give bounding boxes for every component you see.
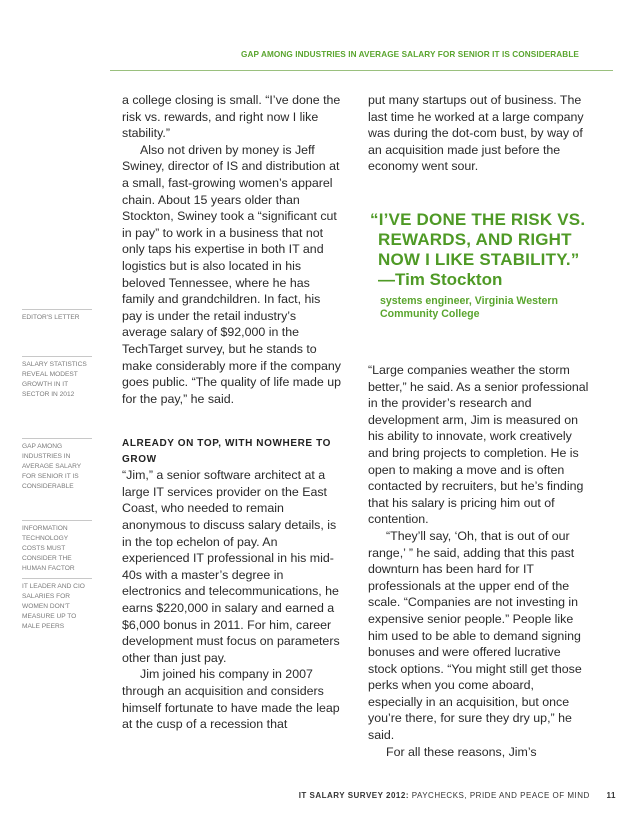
- article-paragraph: Also not driven by money is Jeff Swiney, director of IS and distribution at a small, fast-growing women’s apparel chain. About 15 years older than Stockton, Swiney took a “significant cut in pay” to work in a business that not only taps his expertise in both IT and logistics but is also located in his beloved Tennessee, where he has family and grandchildren. In fact, his pay is under the retail industry’s average salary of $92,000 in the TechTarget survey, but he stands to make considerably more if the company goes public. “The quality of life made up for the pay,” he said.: [122, 142, 342, 406]
- section-subhead: ALREADY ON TOP, WITH NOWHERE TO GROW: [122, 438, 331, 465]
- article-column-2: [368, 92, 590, 175]
- pull-quote-attribution: —Tim Stockton: [378, 270, 503, 289]
- header-rule: [110, 70, 613, 71]
- article-paragraph: “They’ll say, ‘Oh, that is out of our range,’ ” he said, adding that this past downturn has been hard for IT professionals at the upper end of the scale. “Companies are not investing in expensive senior people.” People like him used to be able to demand signing bonuses and were offered lucrative stock options. “You might still get those perks when you come aboard, especially in an acquisition, but once you’re there, for sure they dry up,” he said.: [368, 528, 582, 743]
- article-paragraph: “Jim,” a senior software architect at a large IT services provider on the East Coast, who needed to remain anonymous to discuss salary details, is in the top echelon of pay. An experienced IT professional in his mid-40s with a master’s degree in electronics and telecommunications, he earns $220,000 in salary and earned a $6,000 bonus in 2011. For him, career development must focus on parameters other than just pay.: [122, 468, 340, 665]
- pull-quote-title: systems engineer, Virginia Western Community College: [380, 295, 559, 320]
- sidebar-item-women-cio-salaries[interactable]: IT LEADER AND CIO SALARIES FOR WOMEN DON'T MEASURE UP TO MALE PEERS: [22, 578, 92, 632]
- sidebar-item-salary-statistics[interactable]: SALARY STATISTICS REVEAL MODEST GROWTH IN IT SECTOR IN 2012: [22, 356, 92, 400]
- section-header: GAP AMONG INDUSTRIES IN AVERAGE SALARY FOR SENIOR IT IS CONSIDERABLE: [241, 50, 579, 59]
- sidebar-item-gap-among-industries[interactable]: GAP AMONG INDUSTRIES IN AVERAGE SALARY FOR SENIOR IT IS CONSIDERABLE: [22, 438, 92, 492]
- article-paragraph: Jim joined his company in 2007 through an acquisition and considers himself fortunate to have made the leap at the cusp of a recession that: [122, 667, 340, 732]
- article-paragraph: put many startups out of business. The last time he worked at a large company was during the dot-com bust, by way of an acquisition made just before the economy went sour.: [368, 93, 584, 174]
- article-paragraph: For all these reasons, Jim’s: [386, 744, 537, 759]
- article-paragraph: a college closing is small. “I’ve done the risk vs. rewards, and right now I like stability.”: [122, 93, 341, 141]
- article-column-2-continued: [368, 362, 590, 760]
- footer-publication: IT SALARY SURVEY 2012:: [298, 791, 409, 800]
- pull-quote: “I’VE DONE THE RISK VS. REWARDS, AND RIGHT NOW I LIKE STABILITY.”: [370, 210, 586, 269]
- article-paragraph: “Large companies weather the storm better,” he said. As a senior professional in the provider’s research and development arm, Jim is measured on his ability to innovate, work creatively and bring projects to completion. He is open to making a move and is often contacted by recruiters, but he’s finding that his salary is pricing him out of contention.: [368, 363, 589, 527]
- page-footer: [299, 791, 616, 800]
- sidebar-item-editors-letter[interactable]: EDITOR'S LETTER: [22, 309, 92, 323]
- footer-tagline: PAYCHECKS, PRIDE AND PEACE OF MIND: [411, 791, 590, 800]
- article-column-1: [122, 92, 342, 733]
- page-number: 11: [606, 791, 616, 800]
- pull-quote-block: [370, 210, 588, 321]
- sidebar-item-it-costs-human-factor[interactable]: INFORMATION TECHNOLOGY COSTS MUST CONSIDER THE HUMAN FACTOR: [22, 520, 92, 574]
